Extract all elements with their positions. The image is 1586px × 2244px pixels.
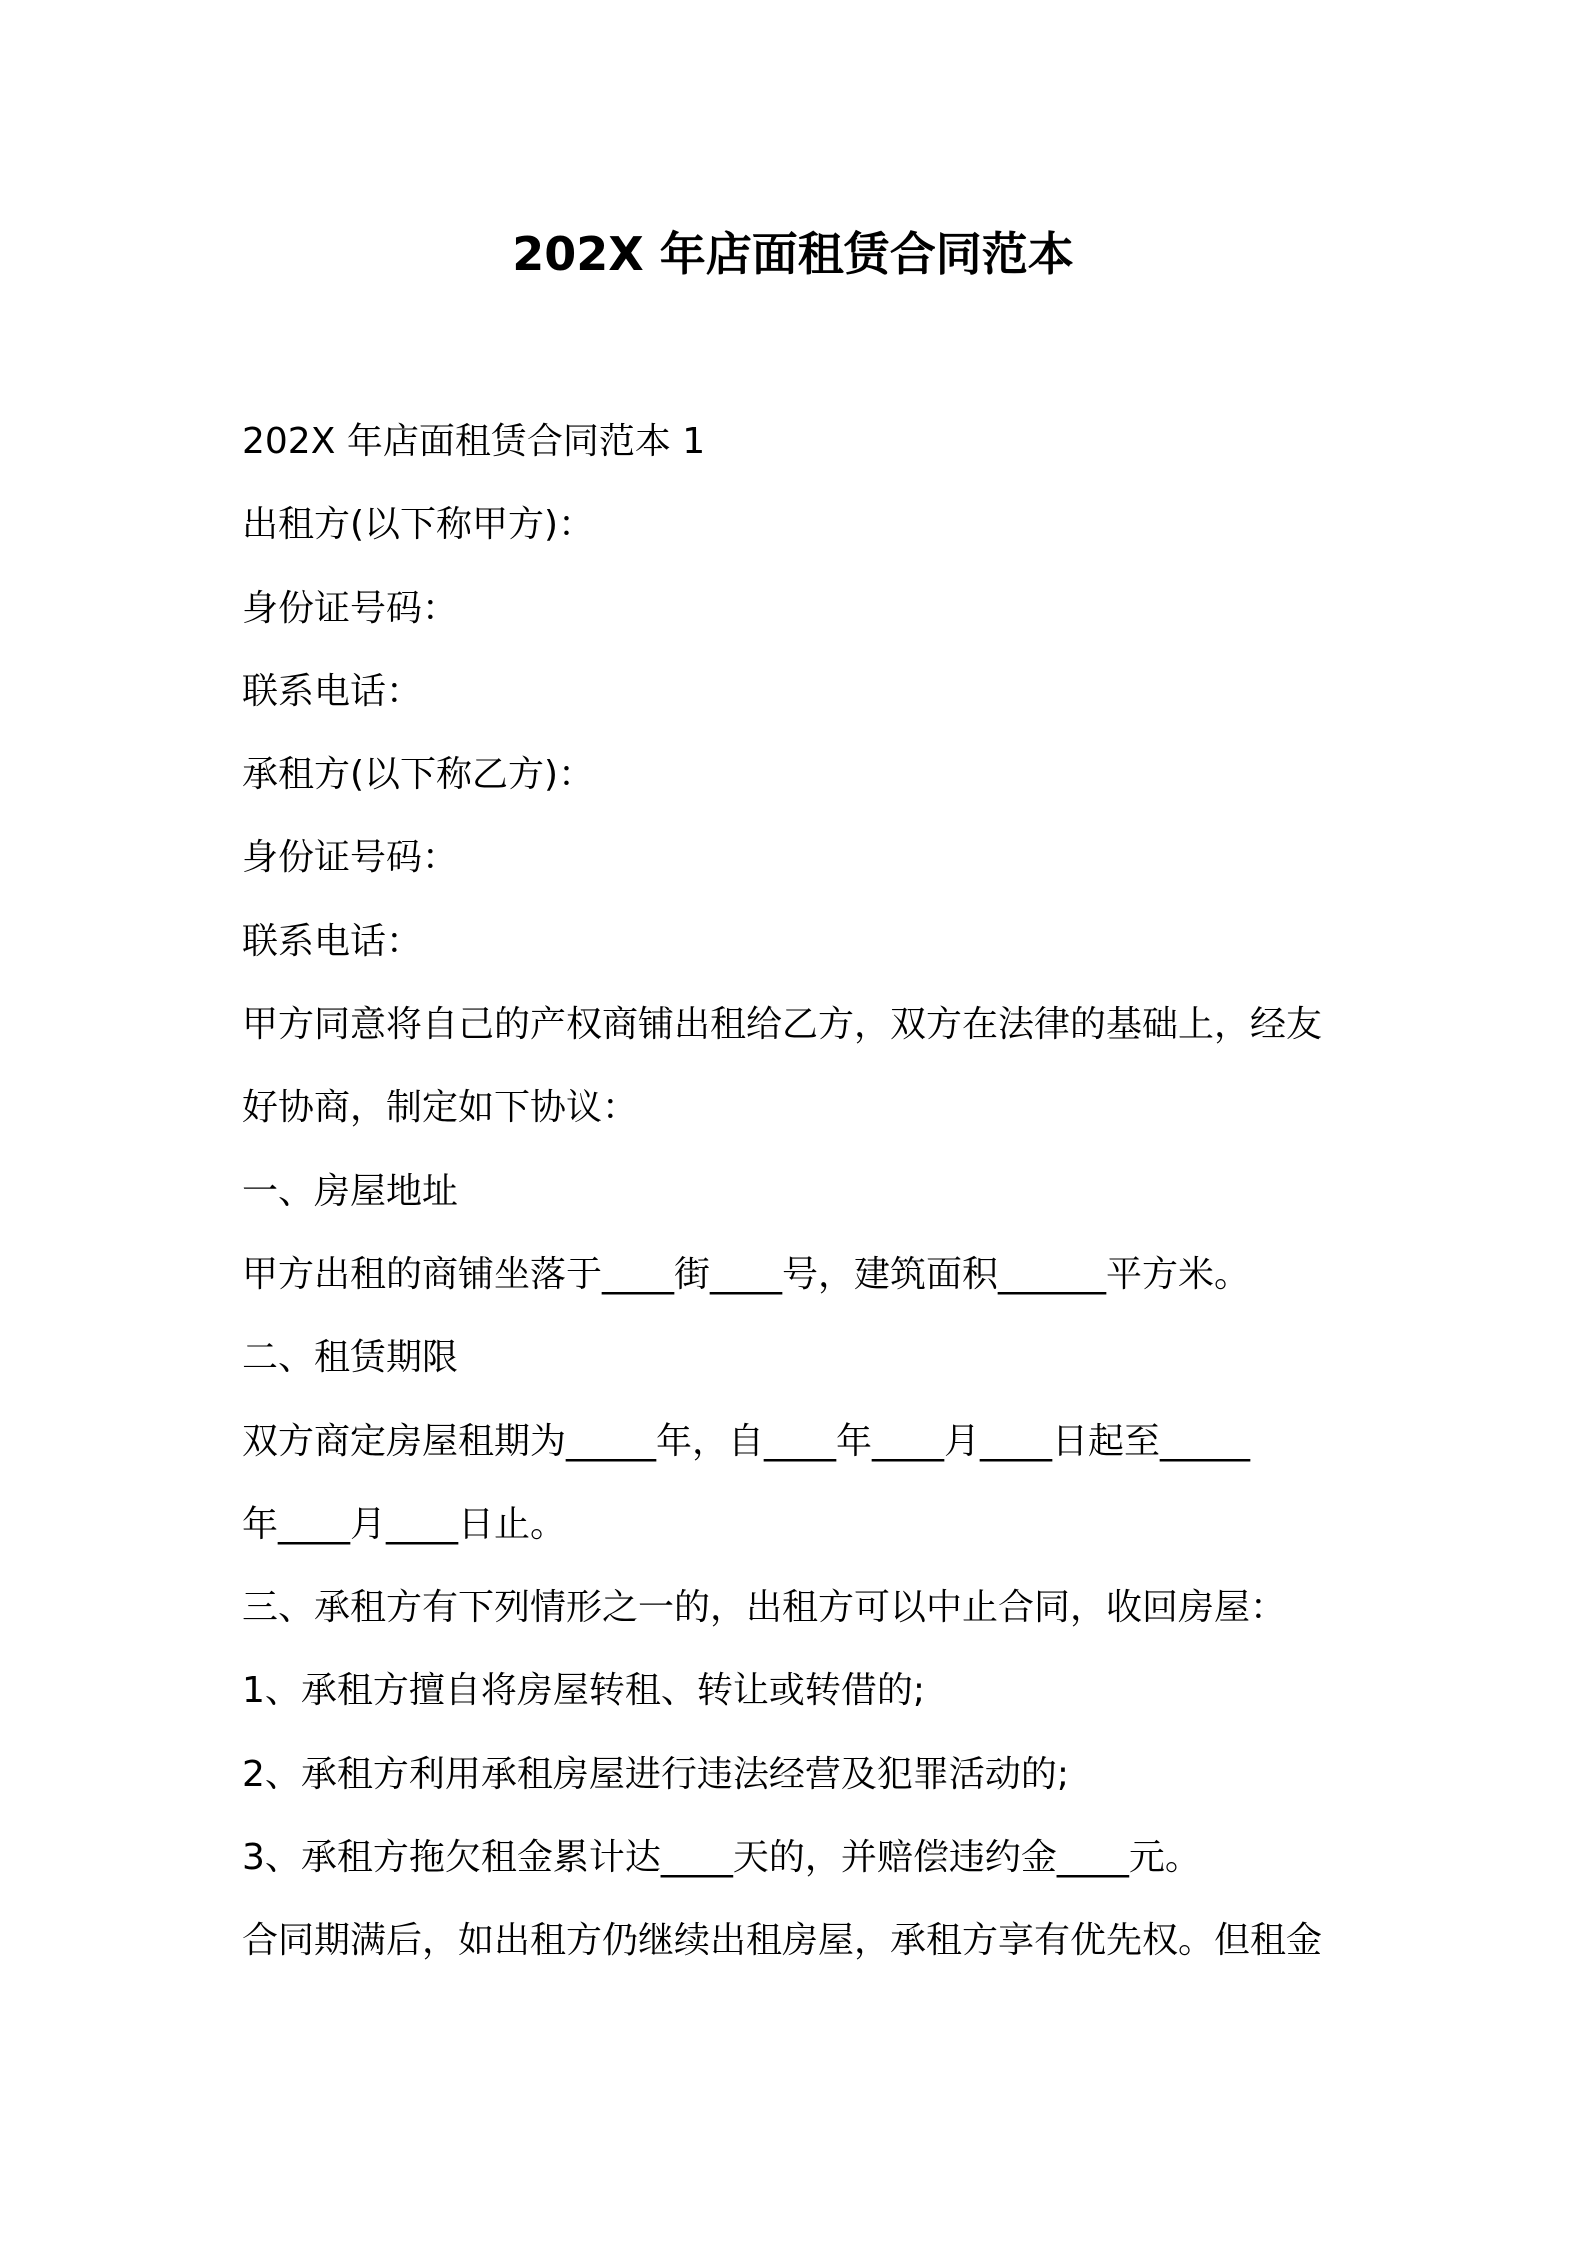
renewal-paragraph-line: 合同期满后，如出租方仍继续出租房屋，承租方享有优先权。但租金 bbox=[242, 1920, 1323, 1962]
section-heading-term: 二、租赁期限 bbox=[242, 1337, 459, 1379]
lessor-line: 出租方(以下称甲方)： bbox=[242, 504, 595, 546]
lessee-id-line: 身份证号码： bbox=[242, 837, 459, 879]
lessor-id-line: 身份证号码： bbox=[242, 587, 459, 629]
section-heading-termination: 三、承租方有下列情形之一的，出租方可以中止合同，收回房屋： bbox=[242, 1587, 1287, 1629]
termination-item-2: 2、承租方利用承租房屋进行违法经营及犯罪活动的; bbox=[242, 1753, 1070, 1795]
lessor-phone-line: 联系电话： bbox=[242, 670, 423, 712]
address-clause-line: 甲方出租的商铺坐落于____街____号，建筑面积______平方米。 bbox=[242, 1253, 1251, 1295]
section-heading-address: 一、房屋地址 bbox=[242, 1170, 459, 1212]
term-clause-line-1: 双方商定房屋租期为_____年，自____年____月____日起至_____ bbox=[242, 1420, 1251, 1462]
termination-item-3: 3、承租方拖欠租金累计达____天的，并赔偿违约金____元。 bbox=[242, 1837, 1201, 1879]
term-clause-line-2: 年____月____日止。 bbox=[242, 1503, 567, 1545]
document-body bbox=[242, 400, 1362, 1983]
subtitle-line: 202X 年店面租赁合同范本 1 bbox=[242, 421, 706, 462]
lessee-phone-line: 联系电话： bbox=[242, 920, 423, 962]
lessee-line: 承租方(以下称乙方)： bbox=[242, 754, 595, 796]
intro-paragraph-line-2: 好协商，制定如下协议： bbox=[242, 1087, 639, 1129]
document-title: 202X 年店面租赁合同范本 bbox=[512, 227, 1074, 281]
intro-paragraph-line-1: 甲方同意将自己的产权商铺出租给乙方，双方在法律的基础上，经友 bbox=[242, 1004, 1323, 1046]
termination-item-1: 1、承租方擅自将房屋转租、转让或转借的; bbox=[242, 1670, 926, 1712]
